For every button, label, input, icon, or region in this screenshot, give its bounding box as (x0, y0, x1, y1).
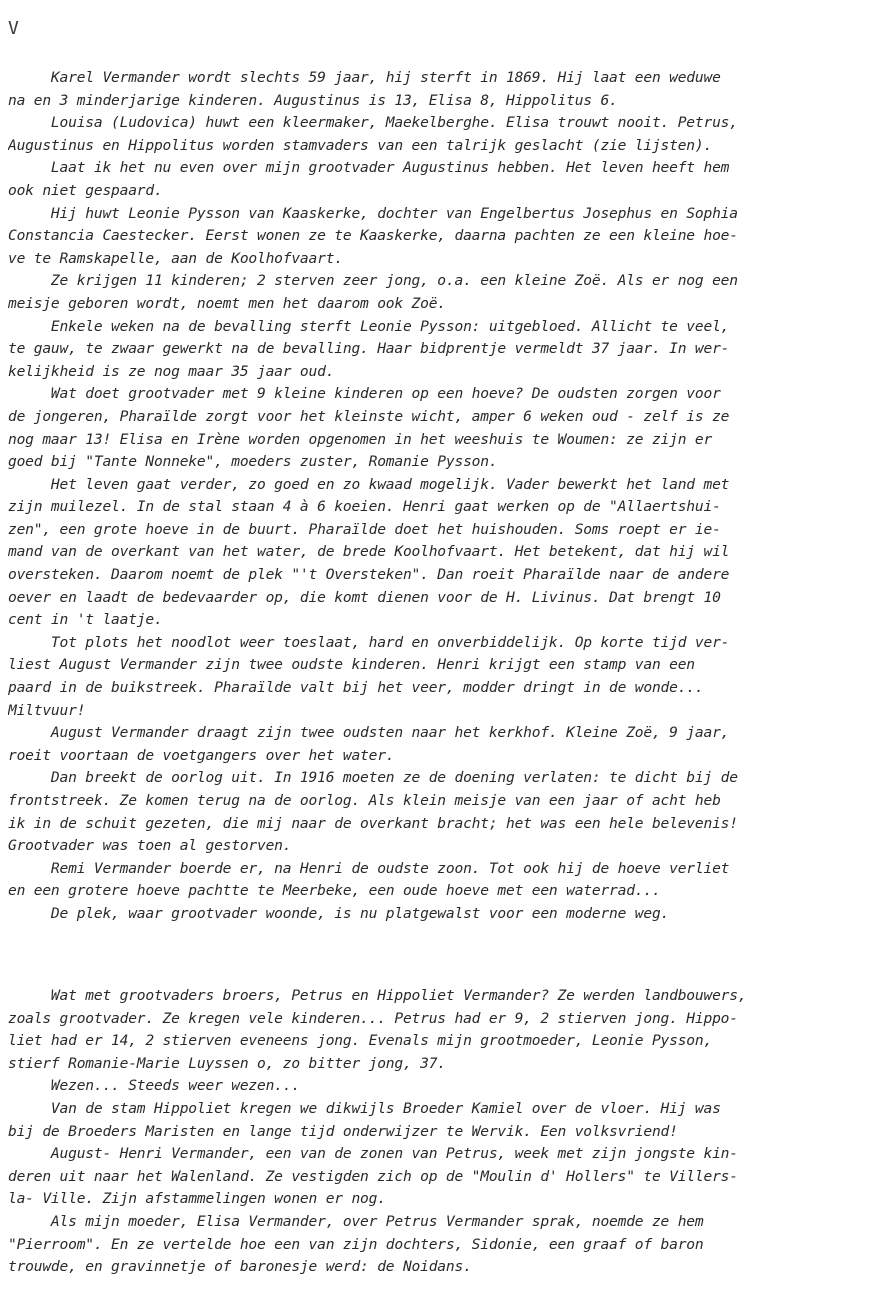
text-line: ve te Ramskapelle, aan de Koolhofvaart. (8, 249, 343, 267)
text-line: roeit voortaan de voetgangers over het water. (8, 746, 395, 764)
text-line: August- Henri Vermander, een van de zonen van Petrus, week met zijn jongste kin- (8, 1145, 738, 1163)
text-line: Van de stam Hippoliet kregen we dikwijls Broeder Kamiel over de vloer. Hij was (8, 1099, 721, 1117)
text-line: ik in de schuit gezeten, die mij naar de overkant bracht; het was een hele belevenis! (8, 814, 738, 832)
text-line: August Vermander draagt zijn twee oudsten naar het kerkhof. Kleine Zoë, 9 jaar, (8, 724, 730, 742)
text-block-main (8, 67, 880, 926)
text-line: Wat met grootvaders broers, Petrus en Hippoliet Vermander? Ze werden landbouwers, (8, 987, 747, 1004)
text-line: Laat ik het nu even over mijn grootvader Augustinus hebben. Het leven heeft hem (8, 159, 730, 177)
page-number: V (8, 18, 19, 39)
text-line: zen", een grote hoeve in de buurt. Pharaïlde doet het huishouden. Soms roept er ie- (8, 520, 721, 538)
text-line: Als mijn moeder, Elisa Vermander, over Petrus Vermander sprak, noemde ze hem (8, 1212, 704, 1230)
text-line: Het leven gaat verder, zo goed en zo kwaad mogelijk. Vader bewerkt het land met (8, 475, 730, 493)
text-line: Karel Vermander wordt slechts 59 jaar, hij sterft in 1869. Hij laat een weduwe (8, 69, 721, 86)
text-line: goed bij "Tante Nonneke", moeders zuster, Romanie Pysson. (8, 453, 498, 471)
text-line: Hij huwt Leonie Pysson van Kaaskerke, dochter van Engelbertus Josephus en Sophia (8, 204, 738, 222)
text-line: Enkele weken na de bevalling sterft Leonie Pysson: uitgebloed. Allicht te veel, (8, 317, 730, 335)
text-line: stierf Romanie-Marie Luyssen o, zo bitter jong, 37. (8, 1054, 446, 1072)
text-line: Wat doet grootvader met 9 kleine kinderen op een hoeve? De oudsten zorgen voor (8, 385, 721, 403)
text-line: "Pierroom". En ze vertelde hoe een van zijn dochters, Sidonie, een graaf of baron (8, 1235, 704, 1253)
text-line: ook niet gespaard. (8, 181, 163, 199)
text-line: nog maar 13! Elisa en Irène worden opgenomen in het weeshuis te Woumen: ze zijn er (8, 430, 713, 448)
text-line: meisje geboren wordt, noemt men het daarom ook Zoë. (8, 294, 446, 312)
text-line: Augustinus en Hippolitus worden stamvaders van een talrijk geslacht (zie lijsten). (8, 136, 713, 154)
text-line: Miltvuur! (8, 701, 86, 719)
text-line: Grootvader was toen al gestorven. (8, 837, 292, 855)
text-line: oversteken. Daarom noemt de plek "'t Oversteken". Dan roeit Pharaïlde naar de andere (8, 566, 730, 584)
text-line: Wezen... Steeds weer wezen... (8, 1077, 300, 1095)
text-line: de jongeren, Pharaïlde zorgt voor het kleinste wicht, amper 6 weken oud - zelf is ze (8, 407, 730, 425)
text-line: zoals grootvader. Ze kregen vele kinderen... Petrus had er 9, 2 stierven jong. Hippo- (8, 1009, 738, 1027)
text-line: la- Ville. Zijn afstammelingen wonen er nog. (8, 1190, 386, 1208)
text-block-secondary (8, 985, 880, 1279)
text-line: Constancia Caestecker. Eerst wonen ze te Kaaskerke, daarna pachten ze een kleine hoe- (8, 227, 738, 245)
text-line: Louisa (Ludovica) huwt een kleermaker, Maekelberghe. Elisa trouwt nooit. Petrus, (8, 114, 738, 132)
text-line: te gauw, te zwaar gewerkt na de bevalling. Haar bidprentje vermeldt 37 jaar. In wer- (8, 340, 730, 358)
text-line: kelijkheid is ze nog maar 35 jaar oud. (8, 362, 335, 380)
text-line: Tot plots het noodlot weer toeslaat, hard en onverbiddelijk. Op korte tijd ver- (8, 633, 730, 651)
text-line: liest August Vermander zijn twee oudste kinderen. Henri krijgt een stamp van een (8, 656, 695, 674)
text-line: frontstreek. Ze komen terug na de oorlog. Als klein meisje van een jaar of acht heb (8, 792, 721, 809)
text-line: trouwde, en gravinnetje of baronesje werd: de Noidans. (8, 1258, 472, 1276)
text-line: cent in 't laatje. (8, 611, 163, 629)
text-line: De plek, waar grootvader woonde, is nu platgewalst voor een moderne weg. (8, 904, 670, 922)
text-line: deren uit naar het Walenland. Ze vestigden zich op de "Moulin d' Hollers" te Villers- (8, 1167, 738, 1185)
text-line: liet had er 14, 2 stierven eveneens jong. Evenals mijn grootmoeder, Leonie Pysson, (8, 1032, 713, 1050)
text-line: oever en laadt de bedevaarder op, die komt dienen voor de H. Livinus. Dat brengt 10 (8, 588, 721, 606)
text-line: zijn muilezel. In de stal staan 4 à 6 koeien. Henri gaat werken op de "Allaertshui- (8, 498, 721, 516)
text-line: bij de Broeders Maristen en lange tijd onderwijzer te Wervik. Een volksvriend! (8, 1122, 678, 1140)
text-line: na en 3 minderjarige kinderen. Augustinus is 13, Elisa 8, Hippolitus 6. (8, 91, 618, 109)
text-line: Dan breekt de oorlog uit. In 1916 moeten ze de doening verlaten: te dicht bij de (8, 769, 738, 787)
text-line: Ze krijgen 11 kinderen; 2 sterven zeer jong, o.a. een kleine Zoë. Als er nog een (8, 272, 738, 290)
text-line: en een grotere hoeve pachtte te Meerbeke, een oude hoeve met een waterrad... (8, 882, 661, 900)
text-line: paard in de buikstreek. Pharaïlde valt bij het veer, modder dringt in de wonde... (8, 679, 704, 697)
text-line: Remi Vermander boerde er, na Henri de oudste zoon. Tot ook hij de hoeve verliet (8, 859, 730, 877)
text-line: mand van de overkant van het water, de brede Koolhofvaart. Het betekent, dat hij wil (8, 543, 730, 561)
